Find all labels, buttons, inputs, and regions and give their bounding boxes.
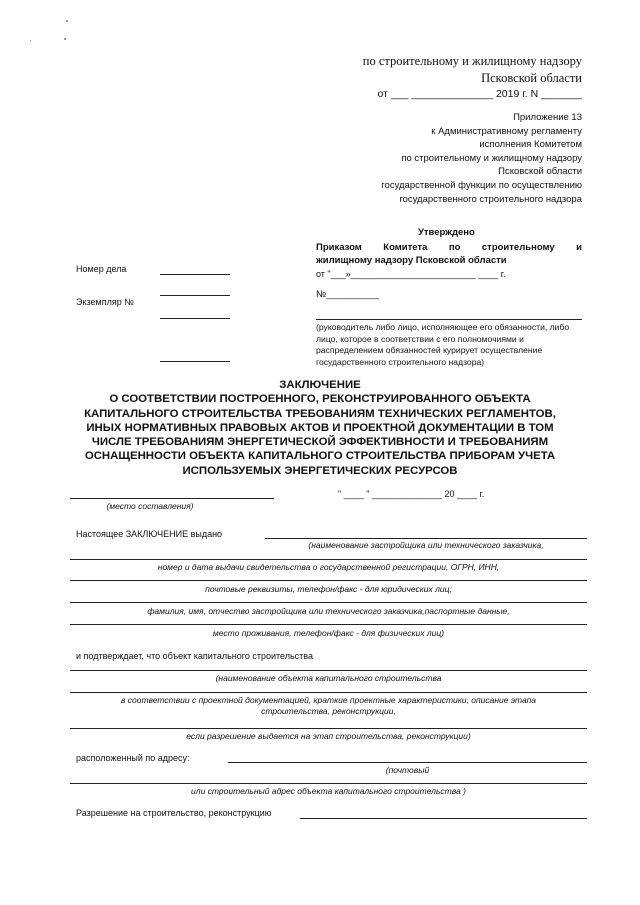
appendix-line: к Административному регламенту: [431, 125, 582, 137]
copy-number-label: Экземпляр №: [76, 297, 134, 307]
header-date-number-line: от ___ ______________ 2019 г. N _______: [377, 88, 582, 100]
postal-details-field[interactable]: [70, 580, 587, 581]
appendix-line: исполнения Комитетом: [479, 139, 582, 151]
approved-signature-line: [316, 319, 582, 320]
case-number-field[interactable]: [160, 274, 230, 275]
header-region-line: Псковской области: [481, 71, 582, 85]
approved-title: Утверждено: [418, 227, 475, 238]
approved-note: (руководитель либо лицо, исполняющее его обязанности, либо лицо, которое в соответствии с его полномочиями и распределением обязанностей курирует осуществление государственного строительного надзора): [316, 322, 570, 367]
caption-postal-address: (почтовый: [385, 765, 430, 775]
appendix-line: по строительному и жилищному надзору: [401, 152, 582, 164]
title-line: О СООТВЕТСТВИИ ПОСТРОЕННОГО, РЕКОНСТРУИРОВАННОГО ОБЪЕКТА: [109, 393, 531, 406]
approved-number-line: №__________: [316, 289, 380, 300]
copy-number-field-2[interactable]: [160, 361, 230, 362]
caption-stage: если разрешение выдается на этап строительства, реконструкции): [186, 731, 471, 741]
project-field[interactable]: [70, 692, 587, 693]
stage-field[interactable]: [70, 728, 587, 729]
caption-registration: номер и дата выдачи свидетельства о государственной регистрации, ОГРН, ИНН,: [157, 562, 500, 572]
object-name-field[interactable]: [70, 670, 587, 671]
approved-order-line-1: Приказом Комитета по строительному и: [316, 242, 582, 253]
document-title: [60, 378, 580, 478]
case-number-label: Номер дела: [76, 264, 127, 274]
caption-object: (наименование объекта капитального строительства: [215, 673, 442, 683]
address-field[interactable]: [228, 762, 587, 763]
appendix-line: государственного строительного надзора: [399, 193, 582, 205]
address-label: расположенный по адресу:: [76, 753, 190, 763]
appendix-line: государственной функции по осуществлению: [381, 179, 582, 191]
caption-project-2: строительства, реконструкции,: [261, 706, 396, 716]
caption-postal: почтовые реквизиты, телефон/факс - для юридических лиц;: [205, 584, 452, 594]
caption-build-address: или строительный адрес объекта капитального строительства ): [191, 786, 466, 796]
appendix-line: Приложение 13: [513, 112, 582, 123]
caption-project-1: в соответствии с проектной документацией, краткие проектные характеристики, описание этапа: [120, 695, 537, 705]
title-line: КАПИТАЛЬНОГО СТРОИТЕЛЬСТВА ТРЕБОВАНИЯМ ТЕХНИЧЕСКИХ РЕГЛАМЕНТОВ,: [84, 407, 556, 420]
scan-speck: [64, 38, 66, 40]
registration-field[interactable]: [70, 559, 587, 560]
title-line: ИСПОЛЬЗУЕМЫХ ЭНЕРГЕТИЧЕСКИХ РЕСУРСОВ: [182, 464, 458, 477]
caption-residence: место проживания, телефон/факс - для физических лиц): [212, 628, 445, 638]
title-line: ИНЫХ НОРМАТИВНЫХ ПРАВОВЫХ АКТОВ И ПРОЕКТНОЙ ДОКУМЕНТАЦИИ В ТОМ: [86, 421, 554, 434]
date-field-text[interactable]: " ____ " ______________ 20 ____ г.: [338, 489, 485, 499]
caption-developer: (наименование застройщика или технического заказчика,: [308, 540, 544, 550]
place-field[interactable]: [70, 498, 274, 499]
place-caption: (место составления): [106, 501, 194, 511]
title-line: ОСНАЩЕННОСТИ ОБЪЕКТА КАПИТАЛЬНОГО СТРОИТЕЛЬСТВА ПРИБОРАМ УЧЕТА: [84, 450, 556, 463]
permit-label: Разрешение на строительство, реконструкцию: [76, 808, 272, 818]
title-line: ЧИСЛЕ ТРЕБОВАНИЯМ ЭНЕРГЕТИЧЕСКОЙ ЭФФЕКТИВНОСТИ И ТРЕБОВАНИЯМ: [91, 436, 549, 449]
confirms-label: и подтверждает, что объект капитального строительства: [76, 651, 313, 661]
approved-order-line-2: жилищному надзору Псковской области: [316, 255, 507, 266]
appendix-line: Псковской области: [498, 166, 582, 178]
issued-label: Настоящее ЗАКЛЮЧЕНИЕ выдано: [76, 529, 223, 539]
developer-field[interactable]: [265, 538, 587, 539]
copy-number-field[interactable]: [160, 318, 230, 319]
residence-field[interactable]: [70, 624, 587, 625]
fio-field[interactable]: [70, 602, 587, 603]
appendix-block: [381, 111, 582, 206]
title-heading: ЗАКЛЮЧЕНИЕ: [279, 379, 361, 391]
approved-date-line: от "___»_________________________ ____ г.: [316, 269, 506, 279]
header-authority-line: по строительному и жилищному надзору: [362, 54, 582, 68]
permit-field[interactable]: [300, 818, 587, 819]
case-number-field-2[interactable]: [160, 295, 230, 296]
scan-speck: [30, 40, 31, 41]
scan-speck: [66, 20, 68, 22]
build-address-field[interactable]: [70, 783, 587, 784]
caption-fio: фамилия, имя, отчество застройщика или технического заказчика,паспортные данные,: [147, 606, 510, 616]
